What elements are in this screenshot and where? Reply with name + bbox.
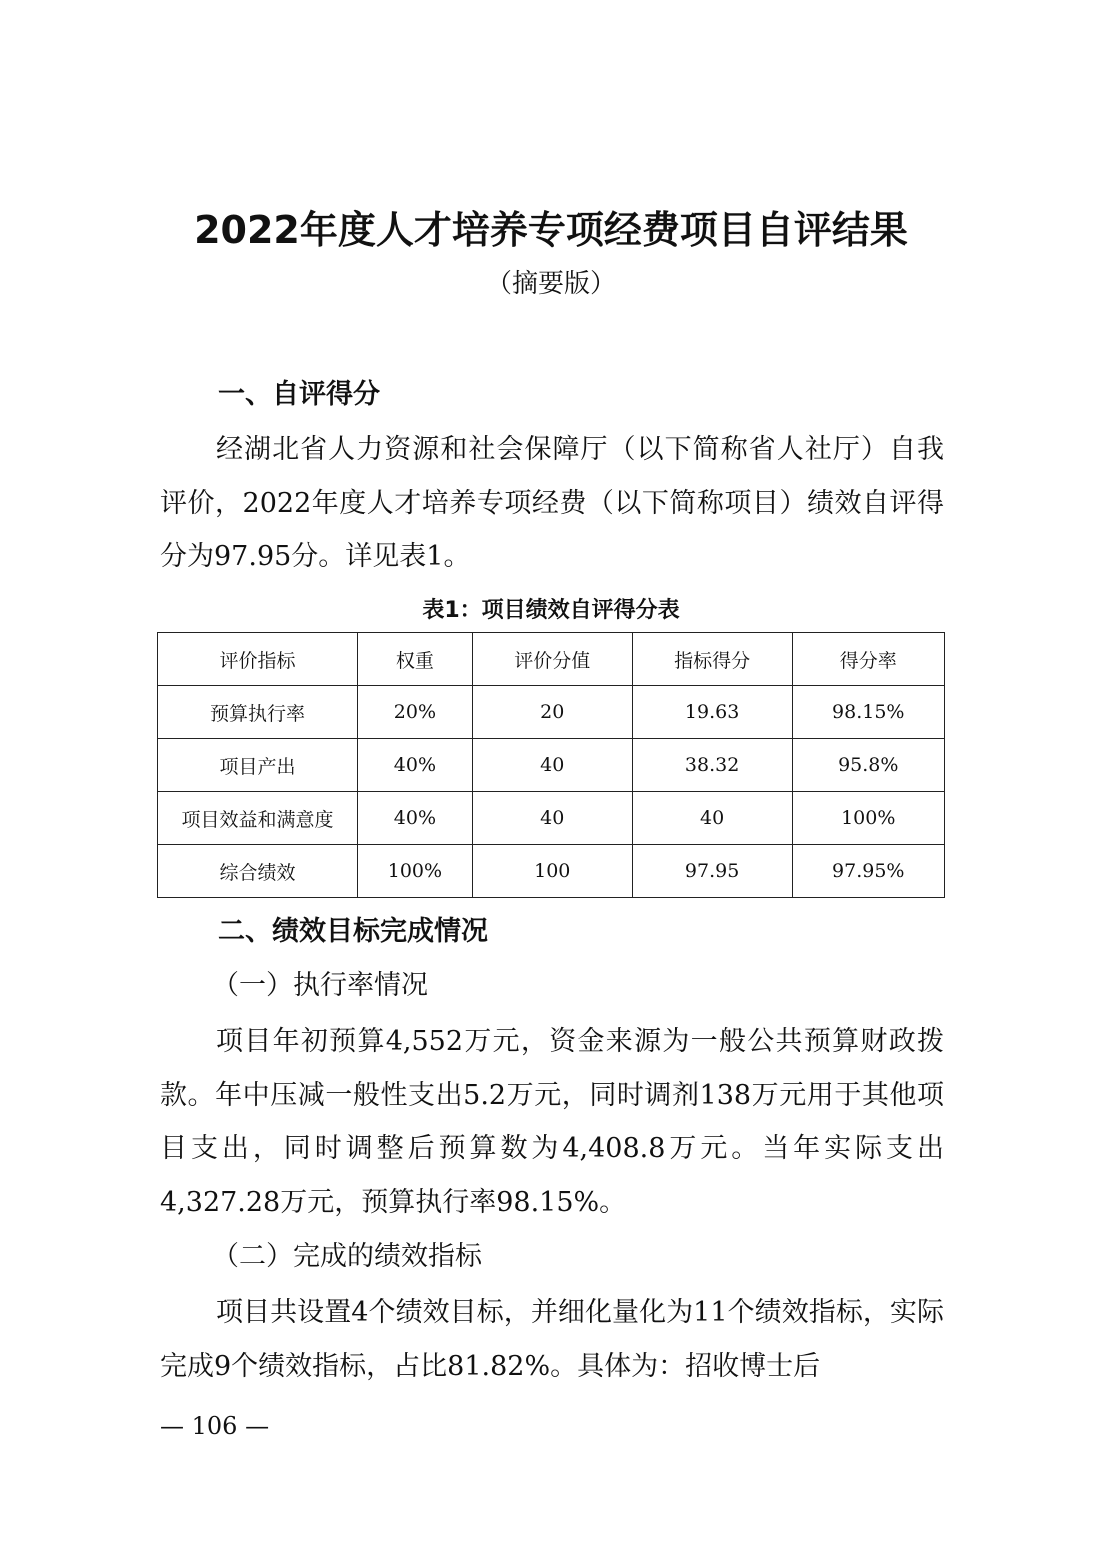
table-header-cell: 评价指标: [158, 633, 358, 686]
table-cell: 预算执行率: [158, 686, 358, 739]
section1-paragraph: 经湖北省人力资源和社会保障厅（以下简称省人社厅）自我评价，2022年度人才培养专项经费（以下简称项目）绩效自评得分为97.95分。详见表1。: [160, 434, 944, 572]
table-cell: 20: [472, 686, 632, 739]
table-cell: 19.63: [632, 686, 792, 739]
table-cell: 40: [632, 792, 792, 845]
table-cell: 98.15%: [792, 686, 944, 739]
table-row: [158, 845, 945, 898]
subsection-heading-execution: （一）执行率情况: [212, 970, 428, 1001]
table-row: [158, 792, 945, 845]
table-cell: 100%: [358, 845, 473, 898]
table-caption: 表1：项目绩效自评得分表: [422, 598, 680, 623]
table-header-cell: 权重: [358, 633, 473, 686]
table-cell: 97.95%: [792, 845, 944, 898]
execution-paragraph: 项目年初预算4,552万元，资金来源为一般公共预算财政拨款。年中压减一般性支出5.2万元，同时调剂138万元用于其他项目支出，同时调整后预算数为4,408.8万元。当年实际支出4,327.28万元，预算执行率98.15%。: [160, 1026, 944, 1218]
table-header-cell: 指标得分: [632, 633, 792, 686]
table-cell: 项目效益和满意度: [158, 792, 358, 845]
table-row: [158, 686, 945, 739]
table-cell: 40%: [358, 739, 473, 792]
table-cell: 40: [472, 739, 632, 792]
subsection-heading-indicators: （二）完成的绩效指标: [212, 1241, 482, 1272]
page-number: — 106 —: [160, 1412, 270, 1440]
indicators-paragraph: 项目共设置4个绩效目标，并细化量化为11个绩效指标，实际完成9个绩效指标，占比81.82%。具体为：招收博士后: [160, 1297, 944, 1382]
table-header-row: [158, 633, 945, 686]
table-cell: 40%: [358, 792, 473, 845]
table-cell: 项目产出: [158, 739, 358, 792]
section-heading-self-score: 一、自评得分: [218, 379, 380, 410]
table-cell: 100: [472, 845, 632, 898]
section-heading-targets: 二、绩效目标完成情况: [218, 916, 488, 947]
table-cell: 95.8%: [792, 739, 944, 792]
document-title: 2022年度人才培养专项经费项目自评结果: [194, 208, 908, 252]
table-row: [158, 739, 945, 792]
table-cell: 综合绩效: [158, 845, 358, 898]
table-cell: 38.32: [632, 739, 792, 792]
table-cell: 100%: [792, 792, 944, 845]
table-header-cell: 得分率: [792, 633, 944, 686]
score-table: [157, 632, 945, 898]
document-subtitle: （摘要版）: [485, 269, 616, 299]
table-cell: 97.95: [632, 845, 792, 898]
table-cell: 20%: [358, 686, 473, 739]
table-cell: 40: [472, 792, 632, 845]
table-header-cell: 评价分值: [472, 633, 632, 686]
